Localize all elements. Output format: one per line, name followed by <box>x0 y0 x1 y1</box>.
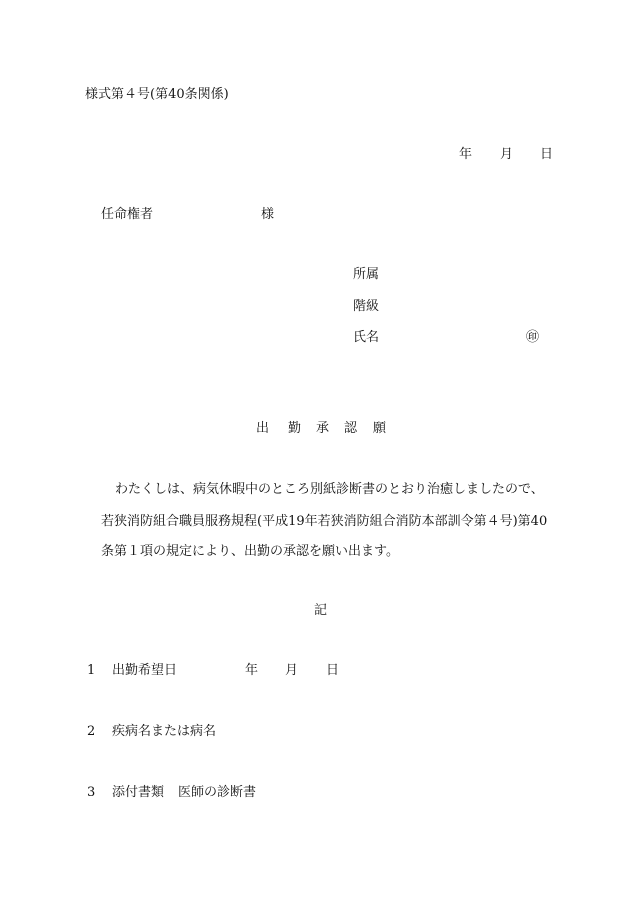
title-char-3: 承 <box>316 421 330 436</box>
item-label: 疾病名または病名 <box>112 724 217 739</box>
date-month-label: 月 <box>500 147 514 162</box>
item-number: 3 <box>87 785 96 800</box>
title-char-5: 願 <box>373 421 387 436</box>
title-char-2: 勤 <box>288 421 302 436</box>
note-heading: 記 <box>314 603 328 618</box>
seal-mark: ㊞ <box>526 330 540 345</box>
title-char-1: 出 <box>256 421 270 436</box>
name-label: 氏名 <box>353 330 380 345</box>
item-value: 医師の診断書 <box>178 785 257 800</box>
body-line-2: 若狭消防組合職員服務規程(平成19年若狭消防組合消防本部訓令第４号)第40 <box>101 514 548 529</box>
item-year-label: 年 <box>245 663 259 678</box>
body-line-3: 条第１項の規定により、出勤の承認を願い出ます。 <box>101 544 399 559</box>
affiliation-label: 所属 <box>353 267 380 282</box>
item-label: 出勤希望日 <box>112 663 178 678</box>
title-char-4: 認 <box>344 421 358 436</box>
rank-label: 階級 <box>353 299 380 314</box>
item-label: 添付書類 <box>112 785 165 800</box>
date-day-label: 日 <box>540 147 554 162</box>
date-year-label: 年 <box>459 147 473 162</box>
addressee-title: 任命権者 <box>101 207 154 222</box>
item-month-label: 月 <box>285 663 299 678</box>
addressee-honorific: 様 <box>261 207 275 222</box>
item-day-label: 日 <box>326 663 340 678</box>
item-number: 1 <box>87 663 96 678</box>
item-number: 2 <box>87 724 96 739</box>
body-line-1: わたくしは、病気休暇中のところ別紙診断書のとおり治癒しましたので、 <box>115 482 544 497</box>
form-number: 様式第４号(第40条関係) <box>85 87 229 102</box>
